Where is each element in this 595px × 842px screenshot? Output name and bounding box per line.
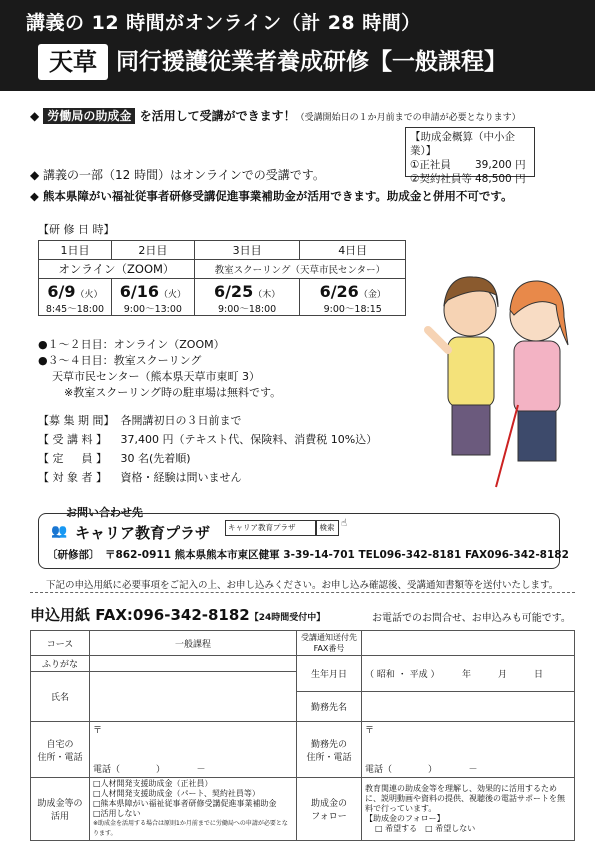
schedule-table: 1日目 2日目 3日目 4日目 オンライン（ZOOM） 教室スクーリング（天草市民センター） 6/9（火） 6/16（火） 6/25（木） 6/26（金） 8:45～18:00 9:00～13:00 9:00～18:00 9:00～18:15 bbox=[38, 240, 406, 316]
people-icon: 👥 bbox=[51, 524, 68, 539]
bullet-grant: ◆ 熊本県障がい福祉従事者研修受講促進事業補助金が活用できます。助成金と併用不可です。 bbox=[30, 189, 513, 203]
divider bbox=[30, 592, 575, 593]
contact-box bbox=[38, 513, 569, 569]
schedule-note: 天草市民センター（熊本県天草市東町 3） bbox=[52, 370, 261, 383]
schedule-label: 【研 修 日 時】 bbox=[38, 223, 115, 236]
location-badge: 天草 bbox=[38, 44, 108, 80]
search-button[interactable]: 検索 bbox=[315, 520, 339, 536]
work-address-field[interactable]: 〒 電話（ ） － bbox=[362, 722, 575, 778]
contact-address: 〒862-0911 熊本県熊本市東区健軍 3-39-14-701 TEL096-342-8181 FAX096-342-8182 bbox=[105, 549, 569, 561]
furigana-field[interactable] bbox=[90, 656, 297, 672]
bullet-subsidy: ◆ 労働局の助成金 を活用して受講ができます！（受講開始日の１か月前までの申請が必要となります） bbox=[30, 109, 521, 123]
illustration-guide-icon bbox=[418, 255, 583, 495]
subsidy-box: 【助成金概算（中小企業）】 ①正社員 39,200 円 ②契約社員等 48,500 円 bbox=[405, 127, 535, 177]
application-form: コース 一般課程 受講通知送付先 FAX番号 ふりがな 生年月日 （ 昭和 ・ 平成 ） 年 月 日 氏名 勤務先名 自宅の 住所・電話 〒 電話（ ） － 勤務先の 住所・電話 〒 電話（ ） － 助成金等の 活用 □人材開発支援助成金（正社員） □人材開発支援助成金（パート、契約社員等） □熊本県障がい福祉従事者研修受講促進事業補助金 □活用しない ※助成金を活用する場合は原則1か月前までに労働局への申請が必要となります。 助成金の フォロー 教育関連の助成金等を理解し、効果的に活用するために、説明動画や資料の提供、視聴後の電話サポートを無料で行っています。 【助成金のフォロー】 □ 希望する □ 希望しない bbox=[30, 630, 575, 841]
dept-label: 〔研修部〕 bbox=[47, 549, 100, 561]
subsidy-options[interactable]: □人材開発支援助成金（正社員） □人材開発支援助成金（パート、契約社員等） □熊本県障がい福祉従事者研修受講促進事業補助金 □活用しない ※助成金を活用する場合は原則1か月前までに労働局への申請が必要となります。 bbox=[90, 778, 297, 841]
name-field[interactable] bbox=[90, 672, 297, 722]
search-input[interactable]: キャリア教育プラザ bbox=[225, 520, 317, 536]
workplace-field[interactable] bbox=[362, 692, 575, 722]
notice-text: 下記の申込用紙に必要事項をご記入の上、お申し込みください。お申し込み確認後、受講通知書類等を送付いたします。 bbox=[46, 580, 559, 591]
schedule-note: ●１～２日目：オンライン（ZOOM） bbox=[38, 338, 225, 351]
subsidy-tag: 労働局の助成金 bbox=[43, 108, 135, 124]
home-address-field[interactable]: 〒 電話（ ） － bbox=[90, 722, 297, 778]
schedule-note: ※教室スクーリング時の駐車場は無料です。 bbox=[64, 386, 282, 399]
header-banner bbox=[0, 0, 595, 91]
course-info: 【募 集 期 間】 各開講初日の３日前まで 【 受 講 料 】 37,400 円（テキスト代、保険料、消費税 10%込） 【 定 員 】 30 名(先着順) 【 対 象 者 】 資格・経験は問いません bbox=[38, 413, 378, 484]
schedule-note: ●３～４日目：教室スクーリング bbox=[38, 354, 202, 367]
phone-note: お電話でのお問合せ、お申込みも可能です。 bbox=[372, 613, 571, 624]
page-title: 同行援護従業者養成研修【一般課程】 bbox=[116, 49, 507, 75]
cursor-icon: ☝ bbox=[341, 518, 348, 529]
form-title: 申込用紙 FAX:096-342-8182【24時間受付中】 bbox=[30, 606, 326, 624]
follow-options[interactable]: 教育関連の助成金等を理解し、効果的に活用するために、説明動画や資料の提供、視聴後の電話サポートを無料で行っています。 【助成金のフォロー】 □ 希望する □ 希望しない bbox=[362, 778, 575, 841]
header-subtitle: 講義の 12 時間がオンライン（計 28 時間） bbox=[26, 12, 421, 34]
org-name: キャリア教育プラザ bbox=[75, 524, 211, 542]
contact-label: お問い合わせ先 bbox=[60, 504, 149, 520]
birth-field[interactable]: （ 昭和 ・ 平成 ） 年 月 日 bbox=[362, 656, 575, 692]
fax-field[interactable] bbox=[362, 631, 575, 656]
bullet-online: ◆ 講義の一部（12 時間）はオンラインでの受講です。 bbox=[30, 168, 325, 182]
